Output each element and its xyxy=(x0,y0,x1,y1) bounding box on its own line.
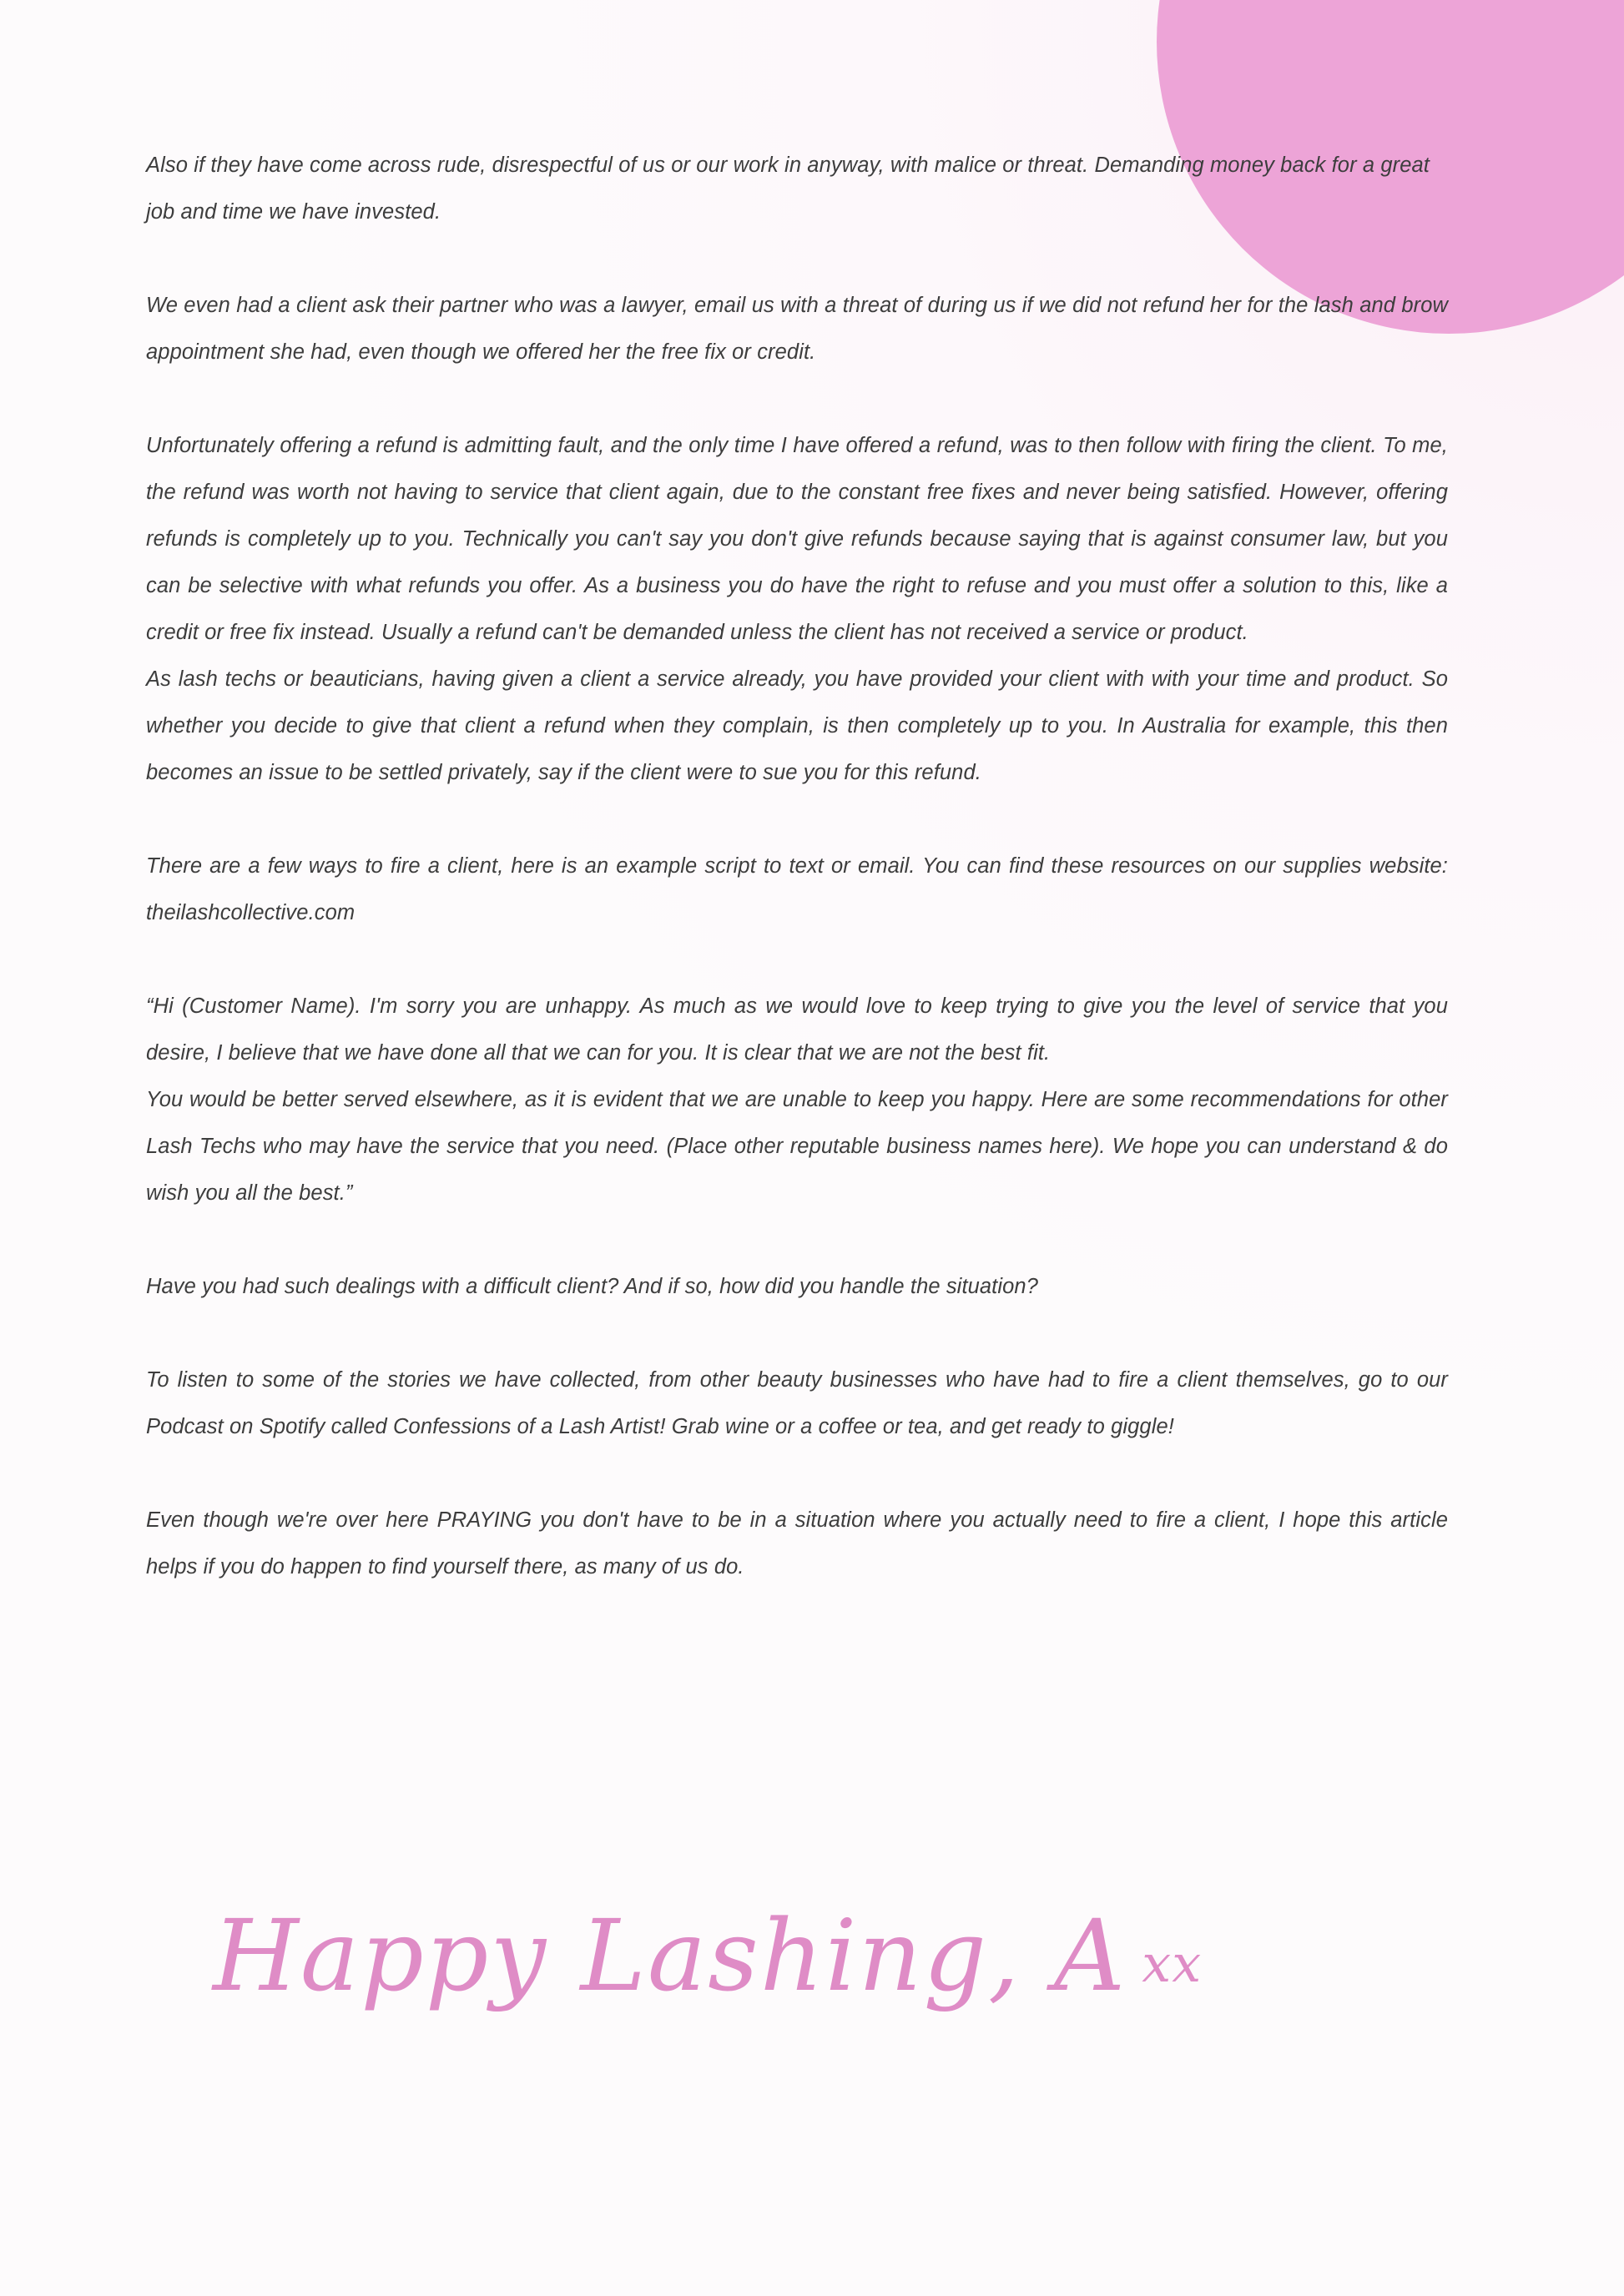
paragraph-10: Even though we're over here PRAYING you don't have to be in a situation where you actually need to fire a client, I hope this article helps if you do happen to find yourself there, as many of us do. xyxy=(146,1508,1448,1578)
signature xyxy=(213,1898,1381,2013)
paragraph-8: Have you had such dealings with a difficult client? And if so, how did you handle the situation? xyxy=(146,1275,1038,1298)
paragraph-6: “Hi (Customer Name). I'm sorry you are unhappy. As much as we would love to keep trying to give you the level of service that you desire, I believe that we have done all that we can for you. It is clear that we are not the best fit. xyxy=(146,994,1448,1065)
paragraph-5: There are a few ways to fire a client, here is an example script to text or email. You can find these resources on our supplies website: theilashcollective.com xyxy=(146,854,1448,924)
paragraph-spacer xyxy=(146,1216,1448,1263)
paragraph-3: Unfortunately offering a refund is admitting fault, and the only time I have offered a refund, was to then follow with firing the client. To me, the refund was worth not having to service that client again, due to the constant free fixes and never being satisfied. However, offering refunds is completely up to you. Technically you can't say you don't give refunds because saying that is against consumer law, but you can be selective with what refunds you offer. As a business you do have the right to refuse and you must offer a solution to this, like a credit or free fix instead. Usually a refund can't be demanded unless the client has not received a service or product. xyxy=(146,434,1448,644)
paragraph-4: As lash techs or beauticians, having given a client a service already, you have provided your client with with your time and product. So whether you decide to give that client a refund when they complain, is then completely up to you. In Australia for example, this then becomes an issue to be settled privately, say if the client were to sue you for this refund. xyxy=(146,667,1448,784)
paragraph-spacer xyxy=(146,936,1448,983)
signature-text: Happy Lashing, A xyxy=(213,1898,1127,2013)
paragraph-spacer xyxy=(146,235,1448,282)
paragraph-1: Also if they have come across rude, disrespectful of us or our work in anyway, with malice or threat. Demanding money back for a great job and time we have invested. xyxy=(146,154,1430,224)
paragraph-spacer xyxy=(146,796,1448,843)
signature-kisses: xx xyxy=(1142,1933,1203,1994)
article-body xyxy=(146,142,1448,1590)
paragraph-9: To listen to some of the stories we have collected, from other beauty businesses who have had to fire a client themselves, go to our Podcast on Spotify called Confessions of a Lash Artist! Grab wine or a coffee or tea, and get ready to giggle! xyxy=(146,1368,1448,1438)
paragraph-spacer xyxy=(146,1310,1448,1357)
paragraph-7: You would be better served elsewhere, as it is evident that we are unable to keep you happy. Here are some recommendations for other Lash Techs who may have the service that you need. (Place other reputable business names here). We hope you can understand & do wish you all the best.” xyxy=(146,1088,1448,1205)
paragraph-spacer xyxy=(146,1450,1448,1497)
paragraph-2: We even had a client ask their partner who was a lawyer, email us with a threat of during us if we did not refund her for the lash and brow appointment she had, even though we offered her the free fix or credit. xyxy=(146,294,1448,364)
paragraph-spacer xyxy=(146,375,1448,422)
